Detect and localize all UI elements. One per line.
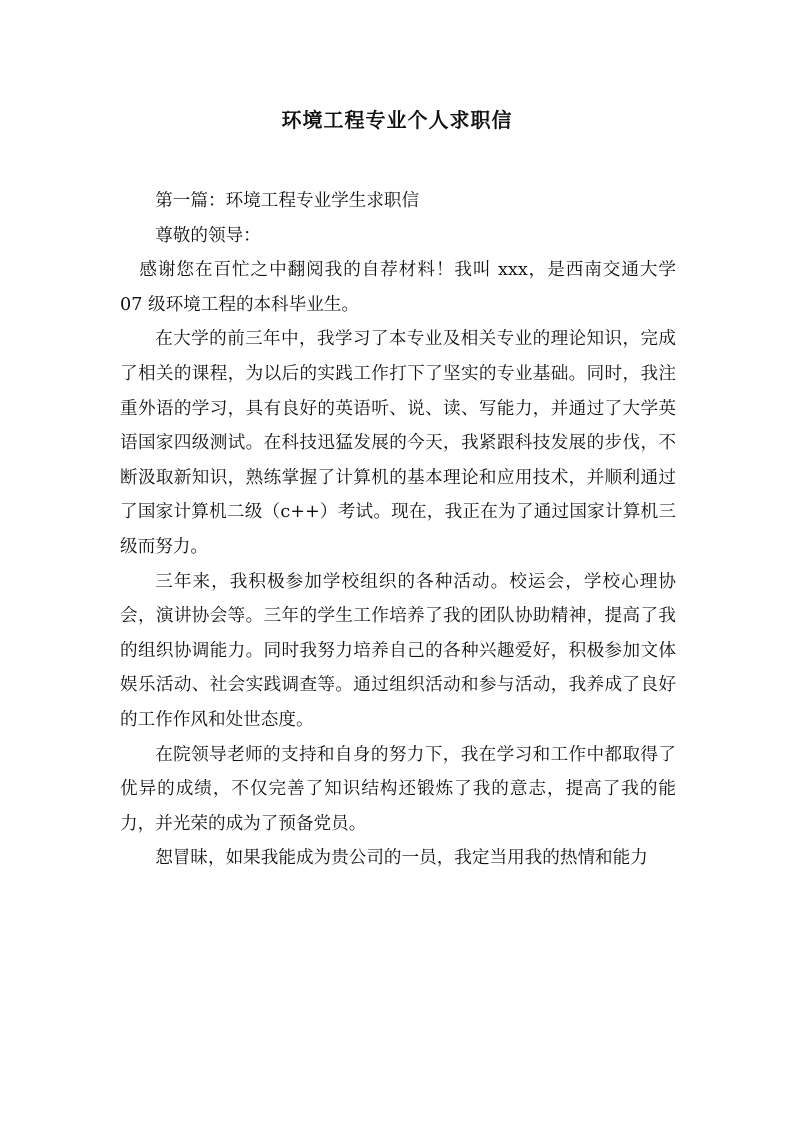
paragraph-achievements: 在院领导老师的支持和自身的努力下，我在学习和工作中都取得了优异的成绩，不仅完善了知识结构还锻炼了我的意志，提高了我的能力，并光荣的成为了预备党员。 [120, 744, 676, 834]
paragraph-activities: 三年来，我积极参加学校组织的各种活动。校运会，学校心理协会，演讲协会等。三年的学生工作培养了我的团队协助精神，提高了我的组织协调能力。同时我努力培养自己的各种兴趣爱好，积极参加文体娱乐活动、社会实践调查等。通过组织活动和参与活动，我养成了良好的工作作风和处世态度。 [120, 571, 676, 730]
section-heading: 第一篇：环境工程专业学生求职信 [155, 191, 420, 211]
paragraph-studies: 在大学的前三年中，我学习了本专业及相关专业的理论知识，完成了相关的课程，为以后的实践工作打下了坚实的专业基础。同时，我注重外语的学习，具有良好的英语听、说、读、写能力，并通过了大学英语国家四级测试。在科技迅猛发展的今天，我紧跟科技发展的步伐，不断汲取新知识，熟练掌握了计算机的基本理论和应用技术，并顺利通过了国家计算机二级（c++）考试。现在，我正在为了通过国家计算机三级而努力。 [120, 329, 676, 557]
paragraph-closing: 恕冒昧，如果我能成为贵公司的一员，我定当用我的热情和能力 [155, 848, 648, 869]
document-body [120, 184, 676, 876]
paragraph-introduction: 感谢您在百忙之中翻阅我的自荐材料！我叫 xxx，是西南交通大学 07 级环境工程的本科毕业生。 [120, 260, 676, 315]
salutation: 尊敬的领导： [155, 225, 261, 246]
document-title: 环境工程专业个人求职信 [281, 108, 513, 132]
